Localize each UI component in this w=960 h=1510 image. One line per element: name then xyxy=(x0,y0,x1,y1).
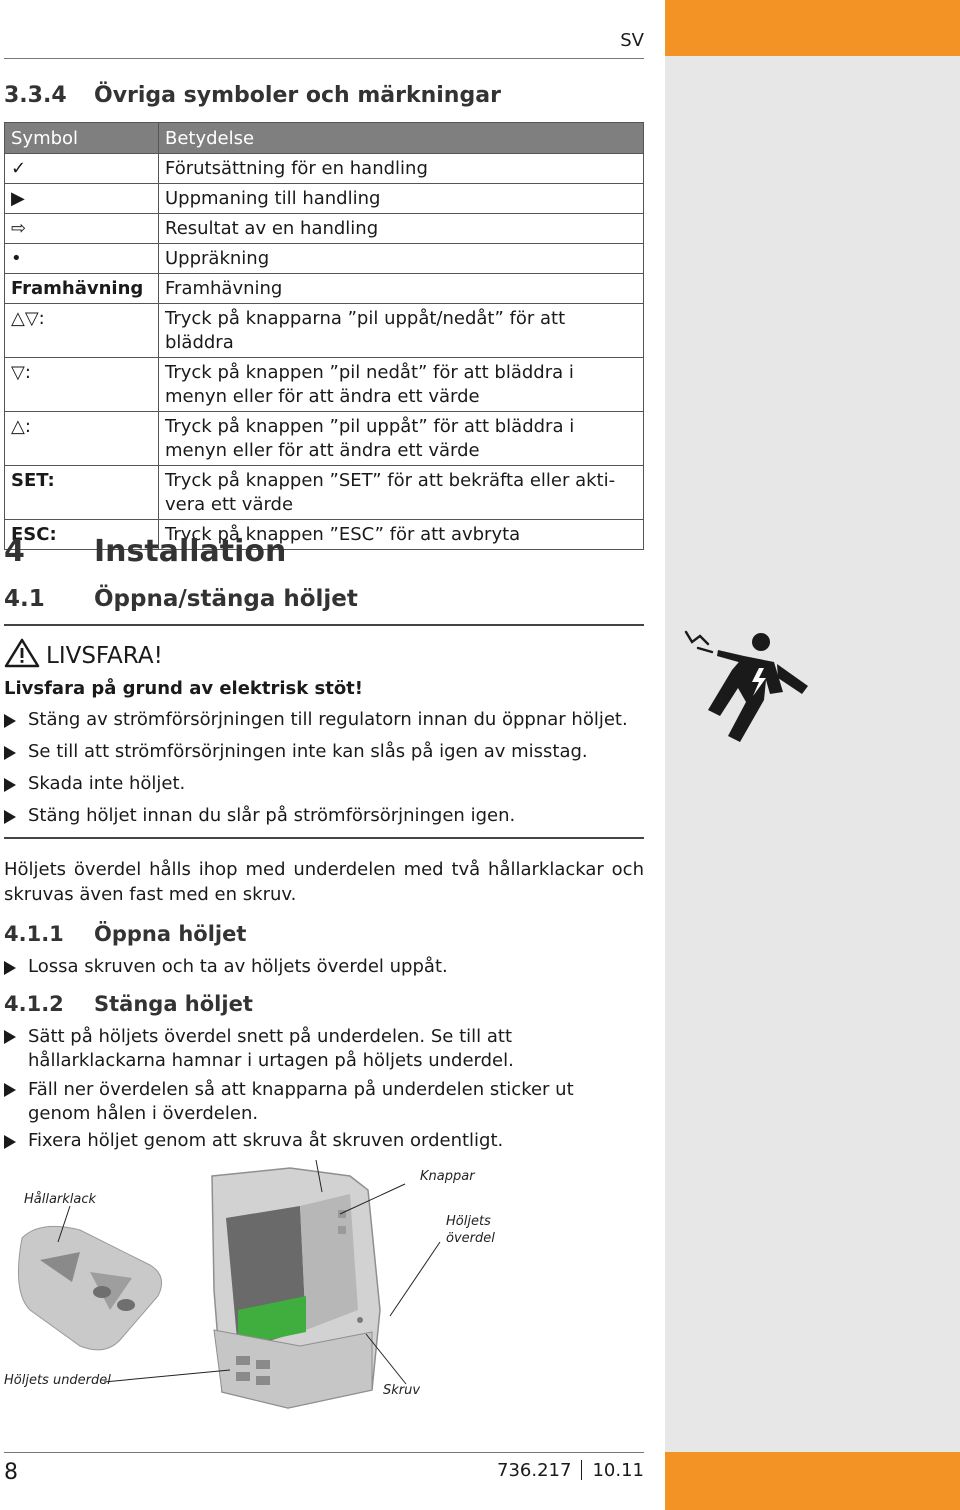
section-number: 4.1.1 xyxy=(4,922,64,946)
action-arrow-icon xyxy=(4,778,16,792)
table-row xyxy=(5,304,644,358)
warning-rule-bottom xyxy=(4,837,644,839)
symbol-cell: SET: xyxy=(5,466,159,520)
instruction-item-text: Fixera höljet genom att skruva åt skruven ordentligt. xyxy=(28,1130,504,1151)
footer-separator xyxy=(581,1460,582,1480)
symbol-cell: ⇨ xyxy=(5,214,159,244)
symbol-cell: △: xyxy=(5,412,159,466)
symbol-cell: ▶ xyxy=(5,184,159,214)
figure-label-hallarklack: Hållarklack xyxy=(24,1192,97,1207)
bottom-accent-bar xyxy=(665,1452,960,1510)
section-number: 3.3.4 xyxy=(4,83,67,108)
instruction-item-text: Fäll ner överdelen så att knapparna på underdelen sticker ut genom hålen i överdelen. xyxy=(28,1079,574,1124)
symbol-cell: ✓ xyxy=(5,154,159,184)
meaning-cell: Förutsättning för en handling xyxy=(159,154,644,184)
symbol-table xyxy=(4,122,644,550)
action-arrow-icon xyxy=(4,1135,16,1149)
electric-shock-icon xyxy=(682,630,814,750)
table-row xyxy=(5,274,644,304)
intro-paragraph: Höljets överdel hålls ihop med underdelen med två hållarklackar och skruvas även fast med en skruv. xyxy=(4,859,644,905)
meaning-cell: Tryck på knapparna ”pil uppåt/nedåt” för att bläddra xyxy=(159,304,644,358)
warning-rule-top xyxy=(4,624,644,626)
meaning-cell: Uppmaning till handling xyxy=(159,184,644,214)
action-arrow-icon xyxy=(4,810,16,824)
warning-item-text: Skada inte höljet. xyxy=(28,773,186,794)
warning-item xyxy=(4,709,628,730)
symbol-cell: ESC: xyxy=(5,520,159,550)
column-header-meaning: Betydelse xyxy=(159,123,644,154)
section-heading-4-1-1 xyxy=(4,922,246,946)
document-date: 10.11 xyxy=(592,1460,644,1481)
action-arrow-icon xyxy=(4,961,16,975)
table-row xyxy=(5,466,644,520)
action-arrow-icon xyxy=(4,1083,16,1097)
document-id xyxy=(470,1460,644,1481)
symbol-cell: Framhävning xyxy=(5,274,159,304)
section-title: Öppna höljet xyxy=(94,922,247,946)
table-row xyxy=(5,154,644,184)
warning-item-text: Se till att strömförsörjningen inte kan slås på igen av misstag. xyxy=(28,741,588,762)
warning-title-text: LIVSFARA! xyxy=(46,643,163,669)
side-margin xyxy=(665,0,960,1510)
page-number: 8 xyxy=(4,1460,18,1485)
meaning-cell: Uppräkning xyxy=(159,244,644,274)
top-accent-bar xyxy=(665,0,960,56)
table-row xyxy=(5,412,644,466)
figure-label-holjets-overdel: Höljets överdel xyxy=(446,1214,495,1246)
language-code: SV xyxy=(620,30,644,51)
meaning-cell: Tryck på knappen ”SET” för att bekräfta eller akti-vera ett värde xyxy=(159,466,644,520)
action-arrow-icon xyxy=(4,746,16,760)
meaning-cell: Resultat av en handling xyxy=(159,214,644,244)
warning-subtitle: Livsfara på grund av elektrisk stöt! xyxy=(4,678,363,699)
instruction-item-text: Sätt på höljets överdel snett på underdelen. Se till att hållarklackarna hamnar i urtagen på höljets underdel. xyxy=(28,1026,514,1071)
table-header-row xyxy=(5,123,644,154)
action-arrow-icon xyxy=(4,714,16,728)
section-number: 4 xyxy=(4,534,25,569)
table-row xyxy=(5,358,644,412)
section-title: Installation xyxy=(94,534,287,569)
section-heading-3-3-4 xyxy=(4,83,501,108)
meaning-cell: Tryck på knappen ”pil nedåt” för att bläddra i menyn eller för att ändra ett värde xyxy=(159,358,644,412)
table-row xyxy=(5,184,644,214)
header-rule xyxy=(4,58,644,59)
figure-label-holjets-underdel: Höljets underdel xyxy=(4,1373,111,1388)
warning-item-text: Stäng av strömförsörjningen till regulatorn innan du öppnar höljet. xyxy=(28,709,628,730)
section-title: Övriga symboler och märkningar xyxy=(94,83,501,108)
section-heading-4 xyxy=(4,534,286,569)
section-title: Stänga höljet xyxy=(94,992,253,1016)
symbol-cell: • xyxy=(5,244,159,274)
figure-label-skruv: Skruv xyxy=(383,1383,421,1398)
figure-label-knappar: Knappar xyxy=(420,1169,475,1184)
table-row xyxy=(5,214,644,244)
warning-item xyxy=(4,773,185,794)
warning-item xyxy=(4,741,588,762)
meaning-cell: Framhävning xyxy=(159,274,644,304)
section-heading-4-1-2 xyxy=(4,992,253,1016)
action-arrow-icon xyxy=(4,1030,16,1044)
footer-rule xyxy=(4,1452,644,1453)
table-row xyxy=(5,244,644,274)
instruction-item xyxy=(4,1025,624,1073)
column-header-symbol: Symbol xyxy=(5,123,159,154)
meaning-cell: Tryck på knappen ”pil uppåt” för att bläddra i menyn eller för att ändra ett värde xyxy=(159,412,644,466)
section-number: 4.1.2 xyxy=(4,992,64,1016)
meaning-cell: Tryck på knappen ”ESC” för att avbryta xyxy=(159,520,644,550)
document-number: 736.217 xyxy=(497,1460,572,1481)
instruction-item-text: Lossa skruven och ta av höljets överdel uppåt. xyxy=(28,956,448,977)
symbol-cell: ▽: xyxy=(5,358,159,412)
symbol-cell: △▽: xyxy=(5,304,159,358)
instruction-item xyxy=(4,1078,644,1126)
warning-item xyxy=(4,805,515,826)
section-heading-4-1 xyxy=(4,586,358,612)
warning-title xyxy=(4,638,163,674)
instruction-item xyxy=(4,956,448,977)
instruction-item xyxy=(4,1130,503,1151)
section-number: 4.1 xyxy=(4,586,45,612)
section-title: Öppna/stänga höljet xyxy=(94,586,358,612)
warning-item-text: Stäng höljet innan du slår på strömförsörjningen igen. xyxy=(28,805,516,826)
housing-figure xyxy=(0,1160,560,1410)
warning-triangle-icon xyxy=(4,638,40,674)
